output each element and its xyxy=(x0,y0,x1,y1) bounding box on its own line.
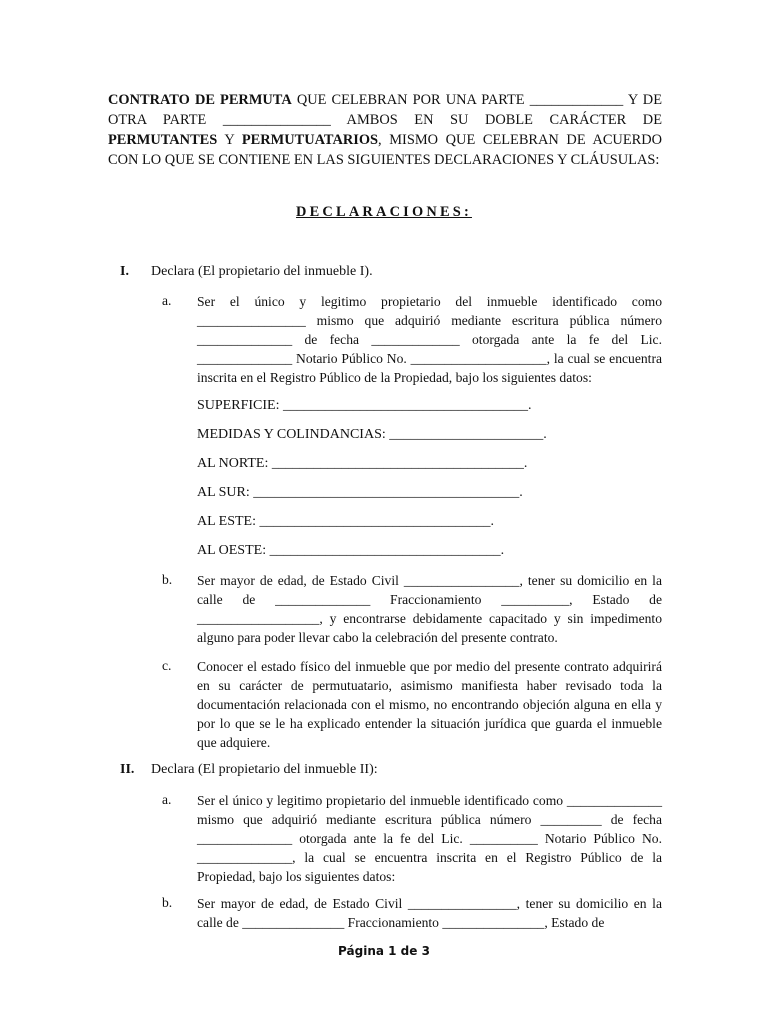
section-1-title: Declara (El propietario del inmueble I). xyxy=(151,264,373,279)
section-2-item-b-text: Ser mayor de edad, de Estado Civil ________________, tener su domicilio en la calle de _______________ Fraccionamiento _______________, Estado de xyxy=(197,896,662,930)
field-superficie: SUPERFICIE: ___________________________________. xyxy=(197,398,532,413)
section-1-item-c-text: Conocer el estado físico del inmueble que por medio del presente contrato adquirirá en su carácter de permutuatario, asimismo manifiesta haber revisado toda la documentación relacionada con el mismo, no encontrando objeción alguna en ella y por lo que se le ha explicado entender la situación jurídica que guarda el inmueble que adquiere. xyxy=(197,659,662,750)
section-2-title: Declara (El propietario del inmueble II): xyxy=(151,762,378,777)
section-2-item-a-letter: a. xyxy=(162,792,172,807)
section-1-numeral: I. xyxy=(120,264,129,279)
declarations-heading: DECLARACIONES: xyxy=(296,204,472,220)
field-al-norte: AL NORTE: ____________________________________. xyxy=(197,456,528,471)
page-total: 3 xyxy=(421,944,430,958)
section-1-item-b-text: Ser mayor de edad, de Estado Civil _________________, tener su domicilio en la calle de ______________ Fraccionamiento __________, Estado de __________________, y encontrarse debidamente capacitado y sin impedimento alguno para poder llevar cabo la celebración del presente contrato. xyxy=(197,573,662,645)
field-al-sur: AL SUR: ______________________________________. xyxy=(197,485,523,500)
contract-intro xyxy=(108,90,662,170)
intro-bold-permutantes: PERMUTANTES xyxy=(108,132,218,148)
page-footer xyxy=(0,944,768,958)
page-label: Página xyxy=(338,944,389,958)
section-1-item-c-letter: c. xyxy=(162,658,172,673)
section-1-item-a-letter: a. xyxy=(162,293,172,308)
intro-bold-title: CONTRATO DE PERMUTA xyxy=(108,92,292,108)
intro-bold-permutuatarios: PERMUTUATARIOS xyxy=(241,132,379,148)
page-number: 1 xyxy=(388,944,397,958)
field-medidas-colindancias: MEDIDAS Y COLINDANCIAS: ______________________. xyxy=(197,427,547,442)
field-al-oeste: AL OESTE: _________________________________. xyxy=(197,543,505,558)
intro-text-1: QUE CELEBRAN POR UNA PARTE _____________ Y DE OTRA PARTE _______________ AMBOS EN SU DOBLE CARÁCTER DE xyxy=(108,92,662,128)
section-2-numeral: II. xyxy=(120,762,135,777)
intro-text-3: , MISMO QUE CELEBRAN DE ACUERDO CON LO QUE SE CONTIENE EN LAS SIGUIENTES DECLARACIONES Y CLÁUSULAS: xyxy=(108,132,662,168)
intro-text-2: Y xyxy=(217,132,242,148)
page-of-label: de xyxy=(396,944,422,958)
section-2-item-b-letter: b. xyxy=(162,895,173,910)
section-1-item-a-text: Ser el único y legitimo propietario del inmueble identificado como ________________ mismo que adquirió mediante escritura pública número ______________ de fecha _____________ otorgada ante la fe del Lic. ______________ Notario Público No. ____________________, la cual se encuentra inscrita en el Registro Público de la Propiedad, bajo los siguientes datos: xyxy=(197,294,662,385)
field-al-este: AL ESTE: _________________________________. xyxy=(197,514,494,529)
section-1-item-b-letter: b. xyxy=(162,572,173,587)
section-2-item-a-text: Ser el único y legitimo propietario del inmueble identificado como ______________ mismo que adquirió mediante escritura pública número _________ de fecha ______________ otorgada ante la fe del Lic. __________ Notario Público No. ______________, la cual se encuentra inscrita en el Registro Público de la Propiedad, bajo los siguientes datos: xyxy=(197,793,662,884)
